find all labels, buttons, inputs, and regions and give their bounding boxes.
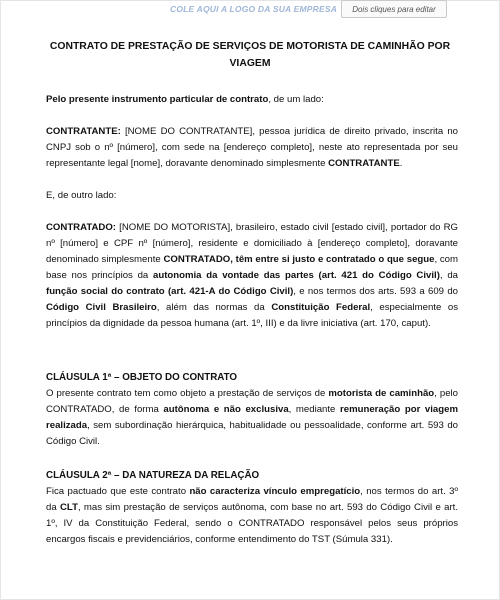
document-title: CONTRATO DE PRESTAÇÃO DE SERVIÇOS DE MOTORISTA DE CAMINHÃO POR VIAGEM	[49, 41, 451, 69]
contratante-label: CONTRATANTE:	[46, 126, 121, 137]
logo-placeholder[interactable]: COLE AQUI A LOGO DA SUA EMPRESA	[170, 4, 338, 14]
clause-2-paragraph	[46, 484, 458, 548]
contratado-paragraph	[46, 220, 458, 332]
clause-1-text-1: O presente contrato tem como objeto a prestação de serviços de	[46, 388, 329, 399]
other-side-paragraph: E, de outro lado:	[46, 190, 117, 201]
contratado-text-1: [NOME DO MOTORISTA], brasileiro, estado civil [estado civil], portador do RG nº [número] e CPF nº [número], residente e domiciliado à [endereço completo], doravante denominado simplesmente	[46, 222, 458, 265]
clause-1-bold-1: motorista de caminhão	[328, 388, 435, 399]
clause-1-paragraph	[46, 386, 458, 450]
contratado-bold-3: função social do contrato (art. 421-A do Código Civil)	[46, 286, 294, 297]
contratado-text-2: , com base nos princípios da	[46, 254, 458, 281]
intro-rest: , de um lado:	[268, 94, 324, 105]
contratante-text: [NOME DO CONTRATANTE], pessoa jurídica de direito privado, inscrita no CNPJ sob o nº [número], com sede na [endereço completo], neste ato representada por seu representante legal [nome], doravante denominado simplesmente	[46, 126, 458, 169]
clause-1-bold-2: autônoma e não exclusiva	[163, 404, 289, 415]
clause-2-heading: CLÁUSULA 2ª – DA NATUREZA DA RELAÇÃO	[46, 470, 260, 481]
clause-2-text-3: , mas sim prestação de serviços autônoma, com base no art. 593 do Código Civil e art. 1º, IV da Constituição Federal, sendo o CONTRATADO responsável pelos seus próprios encargos fiscais e previdenciários, conforme entendimento do TST (Súmula 331).	[46, 502, 458, 545]
intro-bold: Pelo presente instrumento particular de contrato	[46, 94, 269, 105]
contratado-text-4: , e nos termos dos arts. 593 a 609 do	[293, 286, 458, 297]
clause-1-heading: CLÁUSULA 1ª – OBJETO DO CONTRATO	[46, 372, 238, 383]
contratado-label: CONTRATADO:	[46, 222, 116, 233]
contratado-text-6: , especialmente os princípios da dignidade da pessoa humana (art. 1º, III) e da livre iniciativa (art. 170, caput).	[46, 302, 459, 329]
clause-1-text-3: , mediante	[288, 404, 340, 415]
contratado-text-5: , além das normas da	[156, 302, 272, 313]
clause-2-bold-2: CLT	[60, 502, 78, 513]
contratante-paragraph	[46, 124, 458, 172]
clause-1-bold-3: remuneração por viagem realizada	[46, 404, 458, 431]
contratado-text-3: , da	[439, 270, 458, 281]
contratado-bold-2: autonomia da vontade das partes (art. 421 do Código Civil)	[153, 270, 440, 281]
contratado-bold-5: Constituição Federal	[271, 302, 371, 313]
clause-2-text-2: , nos termos do art. 3º da	[46, 486, 458, 513]
clause-2-bold-1: não caracteriza vínculo empregatício	[189, 486, 361, 497]
intro-paragraph	[46, 92, 458, 108]
contratado-bold-4: Código Civil Brasileiro	[46, 302, 157, 313]
contratante-end: .	[399, 158, 403, 169]
contratante-term: CONTRATANTE	[328, 158, 400, 169]
clause-1-text-4: , sem subordinação hierárquica, habitualidade ou pessoalidade, conforme art. 593 do Código Civil.	[46, 420, 458, 447]
clause-1-text-2: , pelo CONTRATADO, de forma	[46, 388, 458, 415]
clause-2-text-1: Fica pactuado que este contrato	[46, 486, 190, 497]
edit-hint-button[interactable]: Dois cliques para editar	[341, 0, 447, 18]
contratado-bold-1: CONTRATADO, têm entre si justo e contratado o que segue	[163, 254, 435, 265]
